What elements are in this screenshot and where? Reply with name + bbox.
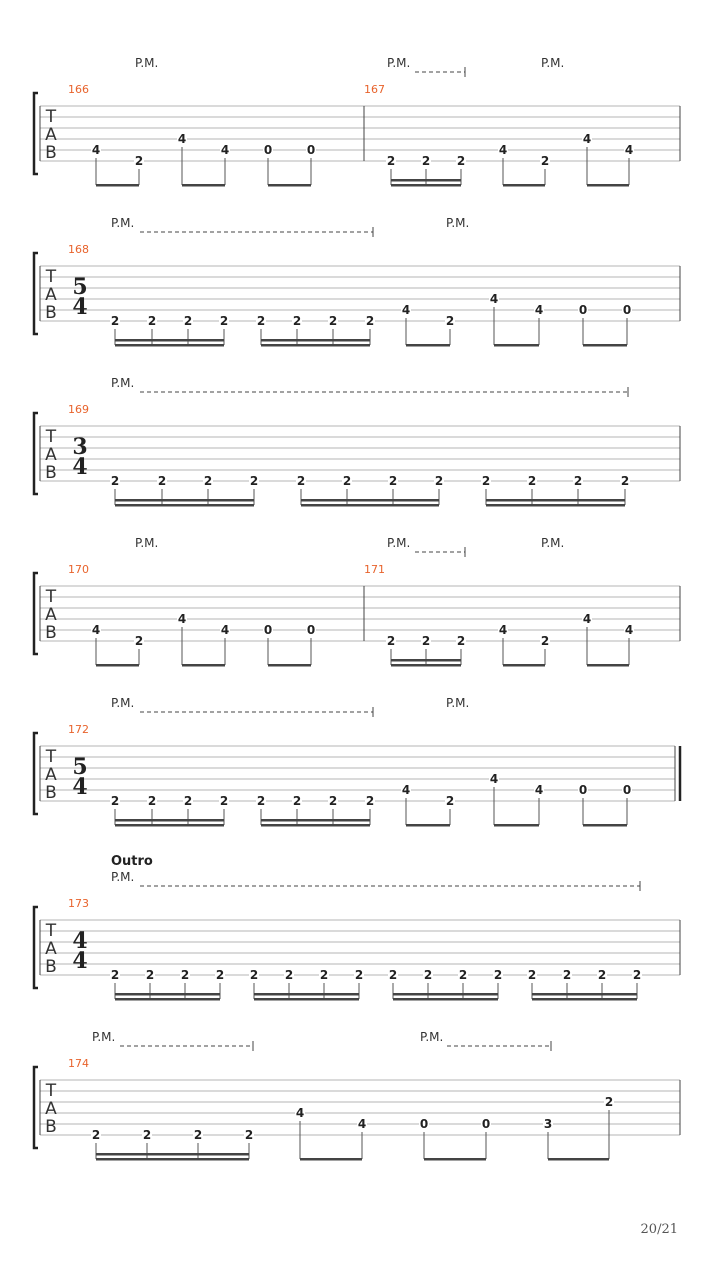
time-signature-top: 5 bbox=[72, 754, 88, 780]
section-label-outro: Outro bbox=[111, 854, 153, 869]
fret-number: 2 bbox=[219, 794, 229, 808]
fret-number: 2 bbox=[423, 968, 433, 982]
fret-number: 0 bbox=[419, 1117, 429, 1131]
measure-number: 173 bbox=[68, 897, 89, 910]
fret-number: 2 bbox=[292, 314, 302, 328]
fret-number: 2 bbox=[493, 968, 503, 982]
beam-secondary bbox=[393, 993, 498, 996]
fret-number: 2 bbox=[342, 474, 352, 488]
palm-mute-label: P.M. bbox=[92, 1030, 116, 1044]
fret-number: 4 bbox=[498, 143, 508, 157]
measure-number: 171 bbox=[364, 563, 385, 576]
fret-number: 0 bbox=[578, 303, 588, 317]
beam-secondary bbox=[115, 499, 254, 502]
fret-number: 2 bbox=[365, 794, 375, 808]
fret-number: 2 bbox=[147, 314, 157, 328]
fret-number: 4 bbox=[489, 772, 499, 786]
measure-number: 166 bbox=[68, 83, 89, 96]
measure-number: 172 bbox=[68, 723, 89, 736]
fret-number: 4 bbox=[91, 143, 101, 157]
fret-number: 2 bbox=[110, 474, 120, 488]
fret-number: 2 bbox=[458, 968, 468, 982]
fret-number: 4 bbox=[91, 623, 101, 637]
tab-clef-letter: A bbox=[45, 605, 57, 625]
beam-secondary bbox=[261, 339, 370, 342]
tab-clef-letter: T bbox=[45, 1081, 57, 1101]
system-bracket bbox=[34, 413, 38, 494]
beam bbox=[268, 184, 311, 187]
time-signature-bottom: 4 bbox=[72, 294, 88, 320]
tab-clef-letter: T bbox=[45, 587, 57, 607]
beam bbox=[503, 664, 545, 667]
fret-number: 4 bbox=[489, 292, 499, 306]
system-bracket bbox=[34, 93, 38, 174]
fret-number: 2 bbox=[284, 968, 294, 982]
palm-mute-label: P.M. bbox=[541, 56, 565, 70]
fret-number: 2 bbox=[134, 154, 144, 168]
beam bbox=[393, 998, 498, 1001]
fret-number: 2 bbox=[157, 474, 167, 488]
fret-number: 2 bbox=[183, 794, 193, 808]
fret-number: 4 bbox=[357, 1117, 367, 1131]
fret-number: 2 bbox=[365, 314, 375, 328]
beam bbox=[424, 1158, 486, 1161]
fret-number: 2 bbox=[256, 794, 266, 808]
beam bbox=[261, 344, 370, 347]
fret-number: 2 bbox=[134, 634, 144, 648]
beam bbox=[96, 664, 139, 667]
fret-number: 2 bbox=[527, 474, 537, 488]
fret-number: 2 bbox=[620, 474, 630, 488]
fret-number: 2 bbox=[456, 154, 466, 168]
time-signature-top: 4 bbox=[72, 928, 88, 954]
time-signature-top: 5 bbox=[72, 274, 88, 300]
beam bbox=[301, 504, 439, 507]
fret-number: 2 bbox=[110, 794, 120, 808]
fret-number: 2 bbox=[203, 474, 213, 488]
tab-clef-letter: A bbox=[45, 939, 57, 959]
beam bbox=[300, 1158, 362, 1161]
tab-clef-letter: A bbox=[45, 285, 57, 305]
tab-clef-letter: T bbox=[45, 747, 57, 767]
beam-secondary bbox=[301, 499, 439, 502]
fret-number: 4 bbox=[220, 623, 230, 637]
beam bbox=[261, 824, 370, 827]
beam bbox=[391, 184, 461, 187]
beam bbox=[406, 344, 450, 347]
beam bbox=[268, 664, 311, 667]
fret-number: 4 bbox=[582, 612, 592, 626]
fret-number: 4 bbox=[624, 623, 634, 637]
beam bbox=[254, 998, 359, 1001]
fret-number: 2 bbox=[296, 474, 306, 488]
fret-number: 2 bbox=[110, 968, 120, 982]
fret-number: 0 bbox=[622, 783, 632, 797]
fret-number: 2 bbox=[244, 1128, 254, 1142]
fret-number: 2 bbox=[445, 314, 455, 328]
palm-mute-label: P.M. bbox=[111, 870, 135, 884]
system-bracket bbox=[34, 1067, 38, 1148]
beam bbox=[406, 824, 450, 827]
beam bbox=[587, 664, 629, 667]
fret-number: 2 bbox=[388, 968, 398, 982]
page-number: 20/21 bbox=[640, 1222, 678, 1237]
fret-number: 4 bbox=[295, 1106, 305, 1120]
fret-number: 2 bbox=[319, 968, 329, 982]
fret-number: 2 bbox=[142, 1128, 152, 1142]
tab-clef-letter: A bbox=[45, 445, 57, 465]
fret-number: 2 bbox=[481, 474, 491, 488]
fret-number: 2 bbox=[388, 474, 398, 488]
beam bbox=[391, 664, 461, 667]
fret-number: 2 bbox=[180, 968, 190, 982]
beam bbox=[532, 998, 637, 1001]
beam bbox=[583, 824, 627, 827]
palm-mute-label: P.M. bbox=[387, 56, 411, 70]
beam bbox=[494, 344, 539, 347]
fret-number: 2 bbox=[91, 1128, 101, 1142]
fret-number: 2 bbox=[386, 154, 396, 168]
fret-number: 2 bbox=[456, 634, 466, 648]
fret-number: 4 bbox=[401, 783, 411, 797]
tab-clef-letter: T bbox=[45, 427, 57, 447]
fret-number: 4 bbox=[534, 303, 544, 317]
system-bracket bbox=[34, 253, 38, 334]
fret-number: 2 bbox=[147, 794, 157, 808]
beam bbox=[96, 1158, 249, 1161]
system-bracket bbox=[34, 733, 38, 814]
fret-number: 3 bbox=[543, 1117, 553, 1131]
fret-number: 0 bbox=[306, 143, 316, 157]
palm-mute-label: P.M. bbox=[135, 56, 159, 70]
fret-number: 0 bbox=[306, 623, 316, 637]
palm-mute-label: P.M. bbox=[111, 376, 135, 390]
beam-secondary bbox=[115, 993, 220, 996]
system-bracket bbox=[34, 573, 38, 654]
fret-number: 2 bbox=[249, 474, 259, 488]
tab-clef-letter: A bbox=[45, 765, 57, 785]
beam-secondary bbox=[254, 993, 359, 996]
fret-number: 0 bbox=[263, 623, 273, 637]
time-signature-top: 3 bbox=[72, 434, 88, 460]
tab-clef-letter: B bbox=[45, 143, 57, 163]
tab-clef-letter: B bbox=[45, 957, 57, 977]
tab-clef-letter: A bbox=[45, 125, 57, 145]
tab-clef-letter: B bbox=[45, 623, 57, 643]
tab-clef-letter: B bbox=[45, 783, 57, 803]
tab-clef-letter: T bbox=[45, 267, 57, 287]
beam-secondary bbox=[115, 819, 224, 822]
beam-secondary bbox=[391, 179, 461, 182]
beam bbox=[115, 824, 224, 827]
beam-secondary bbox=[532, 993, 637, 996]
fret-number: 0 bbox=[622, 303, 632, 317]
beam bbox=[182, 184, 225, 187]
palm-mute-label: P.M. bbox=[541, 536, 565, 550]
beam-secondary bbox=[115, 339, 224, 342]
beam-secondary bbox=[96, 1153, 249, 1156]
fret-number: 2 bbox=[328, 794, 338, 808]
fret-number: 4 bbox=[534, 783, 544, 797]
beam bbox=[115, 344, 224, 347]
fret-number: 0 bbox=[481, 1117, 491, 1131]
beam bbox=[548, 1158, 609, 1161]
fret-number: 2 bbox=[215, 968, 225, 982]
fret-number: 4 bbox=[220, 143, 230, 157]
fret-number: 2 bbox=[328, 314, 338, 328]
palm-mute-label: P.M. bbox=[135, 536, 159, 550]
tab-clef-letter: T bbox=[45, 107, 57, 127]
beam bbox=[115, 998, 220, 1001]
time-signature-bottom: 4 bbox=[72, 948, 88, 974]
palm-mute-label: P.M. bbox=[387, 536, 411, 550]
fret-number: 2 bbox=[354, 968, 364, 982]
fret-number: 2 bbox=[183, 314, 193, 328]
fret-number: 4 bbox=[401, 303, 411, 317]
fret-number: 2 bbox=[632, 968, 642, 982]
palm-mute-label: P.M. bbox=[446, 216, 470, 230]
tab-clef-letter: B bbox=[45, 1117, 57, 1137]
fret-number: 2 bbox=[145, 968, 155, 982]
fret-number: 4 bbox=[177, 612, 187, 626]
measure-number: 167 bbox=[364, 83, 385, 96]
measure-number: 174 bbox=[68, 1057, 89, 1070]
tab-clef-letter: B bbox=[45, 303, 57, 323]
fret-number: 0 bbox=[263, 143, 273, 157]
system-bracket bbox=[34, 907, 38, 988]
fret-number: 2 bbox=[540, 634, 550, 648]
fret-number: 0 bbox=[578, 783, 588, 797]
measure-number: 169 bbox=[68, 403, 89, 416]
fret-number: 2 bbox=[573, 474, 583, 488]
beam bbox=[587, 184, 629, 187]
beam bbox=[96, 184, 139, 187]
fret-number: 2 bbox=[219, 314, 229, 328]
fret-number: 4 bbox=[582, 132, 592, 146]
beam bbox=[503, 184, 545, 187]
fret-number: 2 bbox=[604, 1095, 614, 1109]
fret-number: 2 bbox=[386, 634, 396, 648]
beam bbox=[583, 344, 627, 347]
fret-number: 2 bbox=[434, 474, 444, 488]
beam bbox=[182, 664, 225, 667]
fret-number: 2 bbox=[256, 314, 266, 328]
measure-number: 168 bbox=[68, 243, 89, 256]
fret-number: 2 bbox=[445, 794, 455, 808]
measure-number: 170 bbox=[68, 563, 89, 576]
fret-number: 4 bbox=[177, 132, 187, 146]
time-signature-bottom: 4 bbox=[72, 774, 88, 800]
time-signature-bottom: 4 bbox=[72, 454, 88, 480]
palm-mute-label: P.M. bbox=[420, 1030, 444, 1044]
beam-secondary bbox=[391, 659, 461, 662]
fret-number: 2 bbox=[562, 968, 572, 982]
beam bbox=[486, 504, 625, 507]
beam bbox=[115, 504, 254, 507]
fret-number: 2 bbox=[193, 1128, 203, 1142]
fret-number: 2 bbox=[421, 154, 431, 168]
tab-clef-letter: B bbox=[45, 463, 57, 483]
tab-clef-letter: T bbox=[45, 921, 57, 941]
beam-secondary bbox=[486, 499, 625, 502]
tab-clef-letter: A bbox=[45, 1099, 57, 1119]
beam-secondary bbox=[261, 819, 370, 822]
palm-mute-label: P.M. bbox=[111, 216, 135, 230]
fret-number: 2 bbox=[597, 968, 607, 982]
palm-mute-label: P.M. bbox=[446, 696, 470, 710]
fret-number: 2 bbox=[527, 968, 537, 982]
fret-number: 2 bbox=[249, 968, 259, 982]
fret-number: 2 bbox=[292, 794, 302, 808]
beam bbox=[494, 824, 539, 827]
fret-number: 4 bbox=[624, 143, 634, 157]
fret-number: 2 bbox=[421, 634, 431, 648]
fret-number: 2 bbox=[110, 314, 120, 328]
fret-number: 4 bbox=[498, 623, 508, 637]
fret-number: 2 bbox=[540, 154, 550, 168]
palm-mute-label: P.M. bbox=[111, 696, 135, 710]
